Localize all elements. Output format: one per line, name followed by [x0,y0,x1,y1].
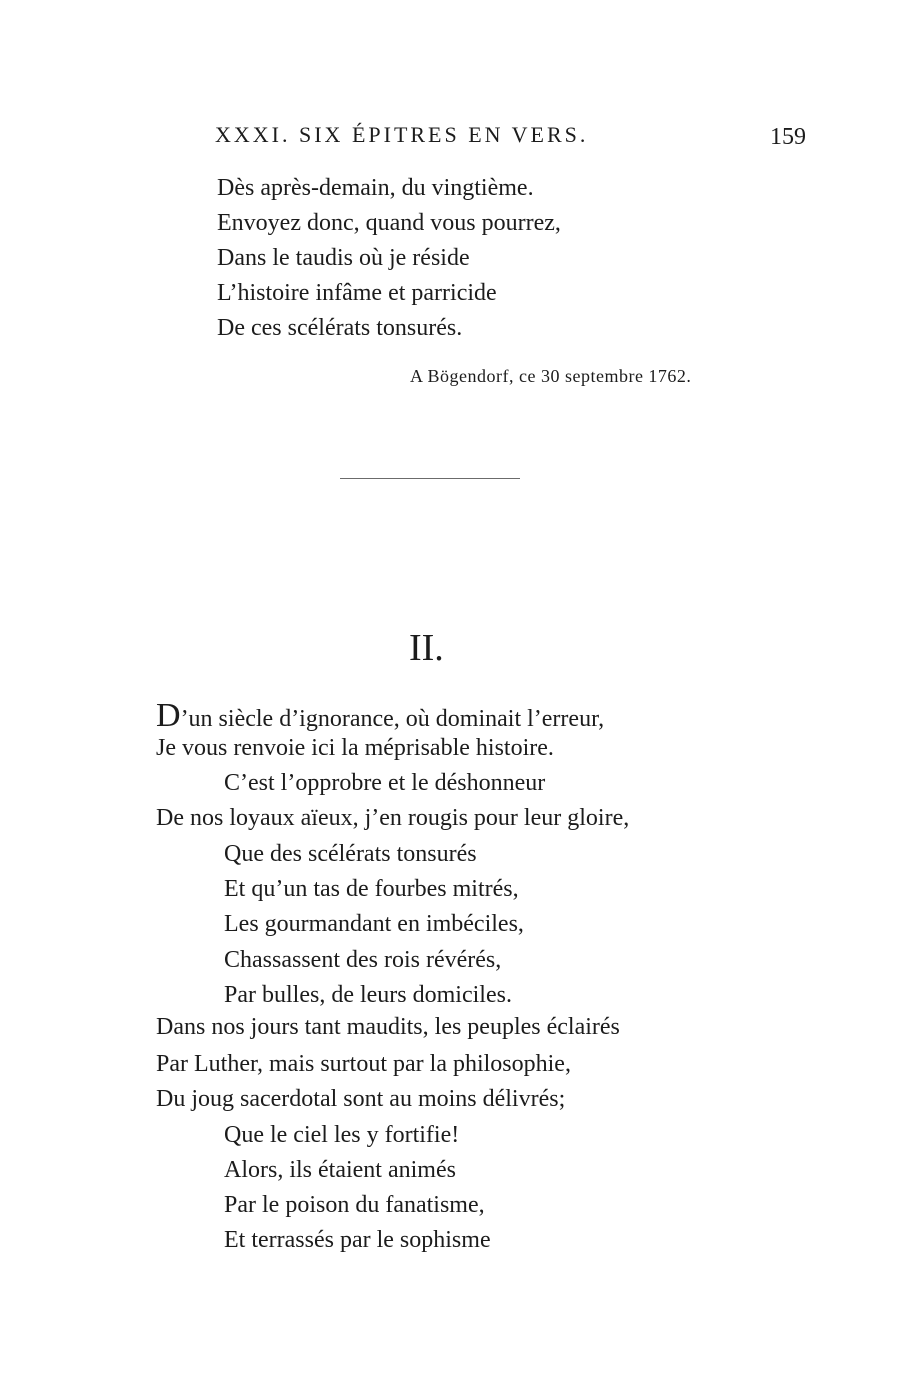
verse-line: De ces scélérats tonsurés. [217,315,463,341]
verse-line: Je vous renvoie ici la méprisable histoire. [156,735,554,761]
verse-line-first [156,699,604,733]
running-title: XXXI. SIX ÉPITRES EN VERS. [215,122,589,147]
verse-line: Et terrassés par le sophisme [224,1227,491,1253]
page-number: 159 [770,124,806,150]
verse-line: Par Luther, mais surtout par la philosophie, [156,1051,571,1077]
verse-line: L’histoire infâme et parricide [217,280,497,306]
verse-line: Envoyez donc, quand vous pourrez, [217,210,561,236]
verse-line: Que des scélérats tonsurés [224,841,477,867]
verse-line: C’est l’opprobre et le déshonneur [224,770,546,796]
verse-line: Dans le taudis où je réside [217,245,470,271]
section-divider [340,478,520,479]
section-number: II. [409,627,444,669]
verse-line: Du joug sacerdotal sont au moins délivrés; [156,1086,566,1112]
verse-line: Chassassent des rois révérés, [224,947,502,973]
verse-line: De nos loyaux aïeux, j’en rougis pour leur gloire, [156,805,630,831]
first-line-text: ’un siècle d’ignorance, où dominait l’erreur, [180,706,605,732]
dateline-signature: A Bögendorf, ce 30 septembre 1762. [410,366,692,386]
initial-letter: D [156,697,181,734]
verse-line: Dès après-demain, du vingtième. [217,175,534,201]
verse-line: Les gourmandant en imbéciles, [224,911,524,937]
verse-line: Alors, ils étaient animés [224,1157,456,1183]
verse-line: Dans nos jours tant maudits, les peuples éclairés [156,1014,620,1040]
verse-line: Et qu’un tas de fourbes mitrés, [224,876,519,902]
verse-line: Que le ciel les y fortifie! [224,1122,460,1148]
verse-line: Par bulles, de leurs domiciles. [224,982,512,1008]
verse-line: Par le poison du fanatisme, [224,1192,485,1218]
